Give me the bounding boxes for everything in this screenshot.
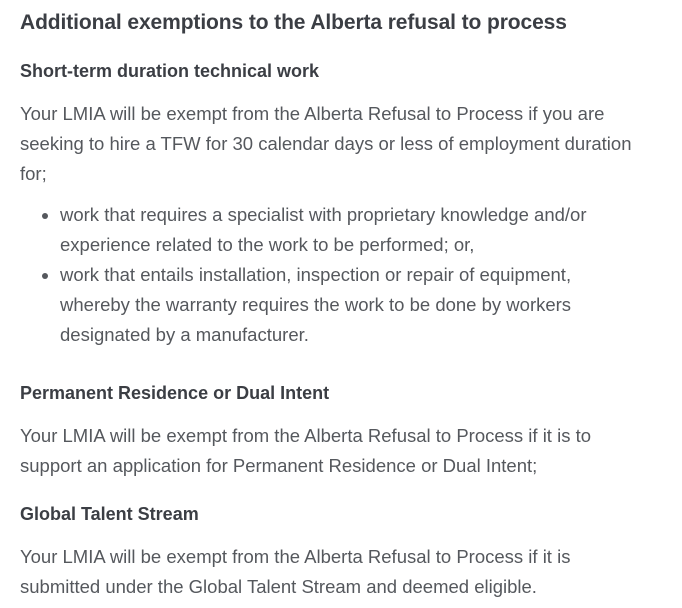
section-heading-short-term: Short-term duration technical work [20,61,320,81]
section-paragraph-pr-dual-intent: Your LMIA will be exempt from the Alberta Refusal to Process if it is to support an application for Permanent Residence or Dual Intent; [20,425,592,476]
section-heading-pr-dual-intent: Permanent Residence or Dual Intent [20,383,330,403]
bullet-item-specialist-work: • work that requires a specialist with proprietary knowledge and/or experience related to the work to be performed; or, [60,200,662,260]
page-title: Additional exemptions to the Alberta refusal to process [20,11,567,34]
bullet-item-equipment-work: • work that entails installation, inspection or repair of equipment, whereby the warranty requires the work to be done by workers designated by a manufacturer. [60,260,662,350]
section-short-term-duration [20,60,662,350]
section-global-talent-stream [20,503,662,602]
section-paragraph-short-term: Your LMIA will be exempt from the Alberta Refusal to Process if you are seeking to hire a TFW for 30 calendar days or less of employment duration for; [20,103,632,184]
section-paragraph-global-talent: Your LMIA will be exempt from the Alberta Refusal to Process if it is submitted under the Global Talent Stream and deemed eligible. [20,546,571,597]
section-pr-dual-intent [20,382,662,481]
section-heading-global-talent: Global Talent Stream [20,504,199,524]
bullet-list [20,200,662,350]
